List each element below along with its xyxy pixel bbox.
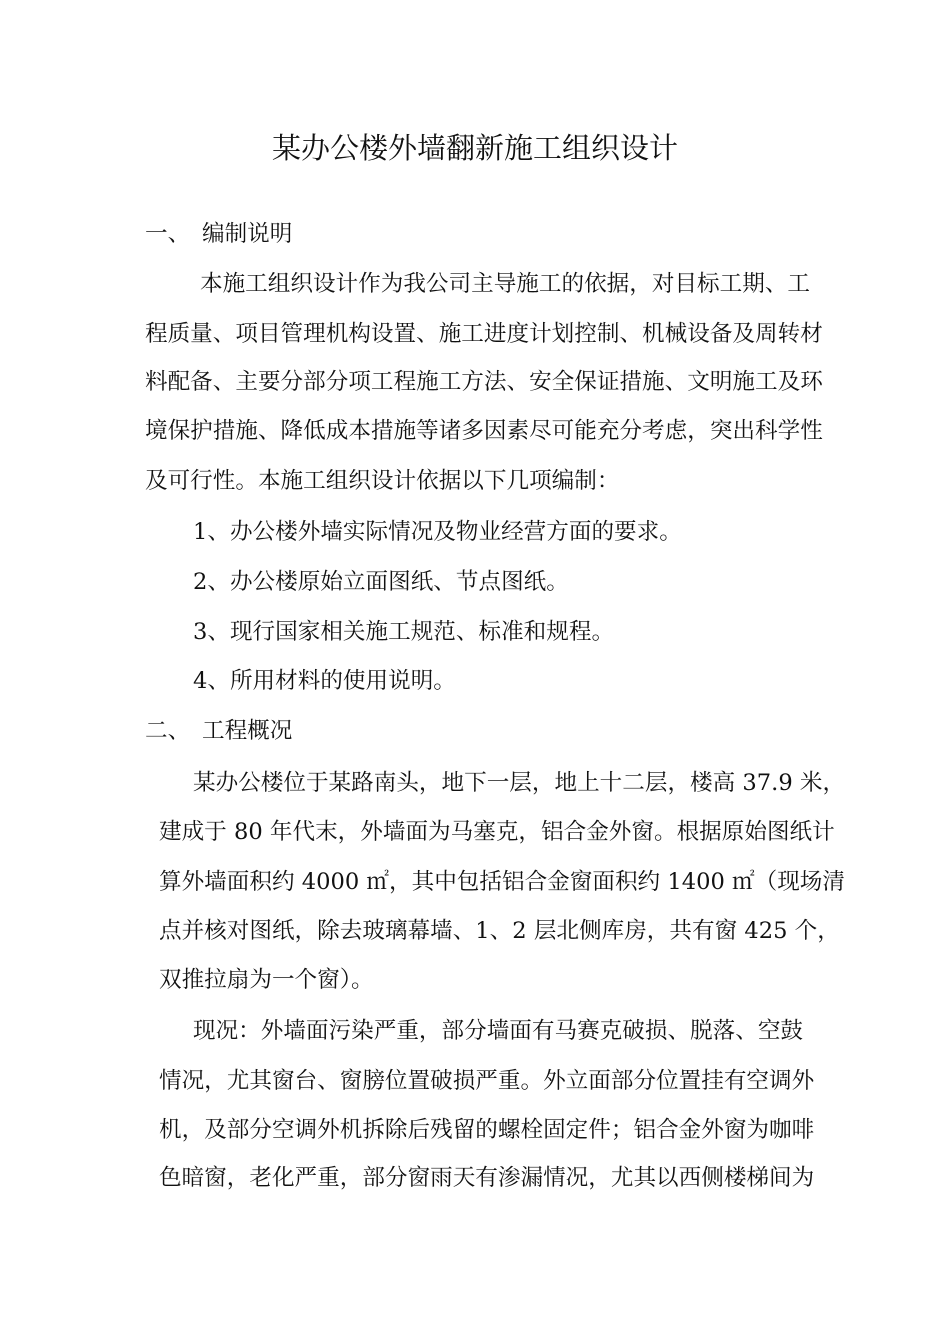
paragraph-line: 本施工组织设计作为我公司主导施工的依据，对目标工期、工 [200,271,811,297]
paragraph-line: 程质量、项目管理机构设置、施工进度计划控制、机械设备及周转材 [145,321,823,347]
section-heading-2 [145,715,292,747]
paragraph-line: 点并核对图纸，除去玻璃幕墙、1、2 层北侧库房，共有窗 425 个， [159,918,840,944]
paragraph-line: 料配备、主要分部分项工程施工方法、安全保证措施、文明施工及环 [145,369,823,395]
section-title: 编制说明 [202,221,293,247]
section-number: 二、 [145,718,191,744]
section-number: 一、 [145,221,191,247]
paragraph-line: 算外墙面积约 4000 ㎡，其中包括铝合金窗面积约 1400 ㎡（现场清 [159,869,845,895]
list-item: 2、办公楼原始立面图纸、节点图纸。 [193,569,569,595]
paragraph-line: 现况：外墙面污染严重，部分墙面有马赛克破损、脱落、空鼓 [193,1018,804,1044]
paragraph-line: 机，及部分空调外机拆除后残留的螺栓固定件；铝合金外窗为咖啡 [159,1117,815,1143]
paragraph-line: 色暗窗，老化严重，部分窗雨天有渗漏情况，尤其以西侧楼梯间为 [159,1165,815,1191]
section-heading-1 [145,218,292,250]
document-title: 某办公楼外墙翻新施工组织设计 [271,131,678,165]
section-title: 工程概况 [202,718,293,744]
list-item: 1、办公楼外墙实际情况及物业经营方面的要求。 [193,519,682,545]
paragraph-line: 情况，尤其窗台、窗膀位置破损严重。外立面部分位置挂有空调外 [159,1068,815,1094]
paragraph-line: 建成于 80 年代末，外墙面为马塞克，铝合金外窗。根据原始图纸计 [159,819,835,845]
paragraph-line: 境保护措施、降低成本措施等诸多因素尽可能充分考虑，突出科学性 [145,418,823,444]
list-item: 4、所用材料的使用说明。 [193,668,456,694]
paragraph-line: 及可行性。本施工组织设计依据以下几项编制： [145,468,620,494]
list-item: 3、现行国家相关施工规范、标准和规程。 [193,619,615,645]
paragraph-line: 某办公楼位于某路南头，地下一层，地上十二层，楼高 37.9 米， [193,770,846,796]
paragraph-line: 双推拉扇为一个窗）。 [159,967,374,993]
